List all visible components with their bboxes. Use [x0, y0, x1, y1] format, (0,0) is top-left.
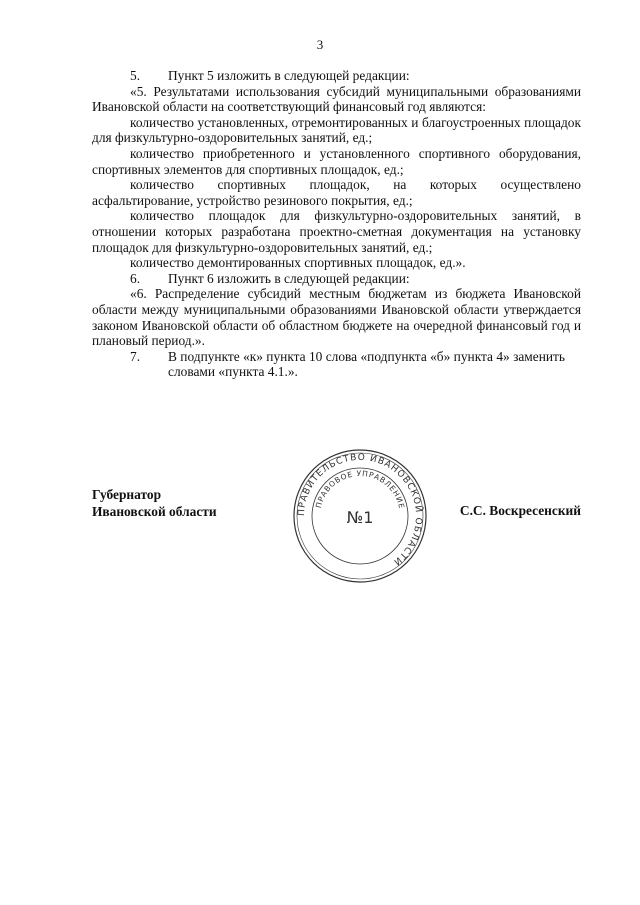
item-number: 7. [130, 348, 141, 364]
stamp-inner-text: ПРАВОВОЕ УПРАВЛЕНИЕ [313, 468, 407, 510]
stamp-number: №1 [346, 508, 374, 527]
document-body [92, 68, 581, 380]
signatory-name: С.С. Воскресенский [459, 503, 581, 518]
stamp-outer-text: ПРАВИТЕЛЬСТВО ИВАНОВСКОЙ ОБЛАСТИ [296, 452, 424, 568]
paragraph: количество площадок для физкультурно-оздоровительных занятий, в отношении которых разработана проектно-сметная документация на установку площадок для физкультурно-оздоровительных занятий, ед.; [92, 208, 581, 255]
signatory-title [92, 486, 217, 520]
paragraph-item-6 [92, 271, 581, 287]
paragraph-item-7 [92, 349, 581, 380]
page-number: 3 [316, 37, 324, 52]
paragraph-text: Пункт 6 изложить в следующей редакции: [168, 270, 410, 286]
signatory-title-line-1: Губернатор [92, 487, 162, 502]
official-stamp [290, 446, 430, 586]
paragraph: «6. Распределение субсидий местным бюджетам из бюджета Ивановской области между муниципальными образованиями Ивановской области утверждается законом Ивановской области об областном бюджете на очередной финансовый год и плановый период.». [92, 286, 581, 349]
paragraph: количество спортивных площадок, на которых осуществлено асфальтирование, устройство резинового покрытия, ед.; [92, 177, 581, 208]
item-number: 5. [130, 68, 141, 83]
paragraph: количество приобретенного и установленного спортивного оборудования, спортивных элементов для спортивных площадок, ед.; [92, 145, 581, 177]
paragraph-text: В подпункте «к» пункта 10 слова «подпункта «б» пункта 4» заменить словами «пункта 4.1.». [168, 348, 566, 380]
paragraph-text: Пункт 5 изложить в следующей редакции: [168, 68, 410, 83]
paragraph: количество демонтированных спортивных площадок, ед.». [130, 255, 466, 271]
svg-text:ПРАВОВОЕ УПРАВЛЕНИЕ [314, 469, 407, 510]
paragraph-item-5 [92, 68, 581, 84]
signatory-title-line-2: Ивановской области [92, 504, 217, 519]
paragraph: «5. Результатами использования субсидий муниципальными образованиями Ивановской области на соответствующий финансовый год являются: [92, 83, 581, 115]
paragraph: количество установленных, отремонтированных и благоустроенных площадок для физкультурно-оздоровительных занятий, ед.; [92, 114, 581, 146]
item-number: 6. [130, 270, 141, 286]
